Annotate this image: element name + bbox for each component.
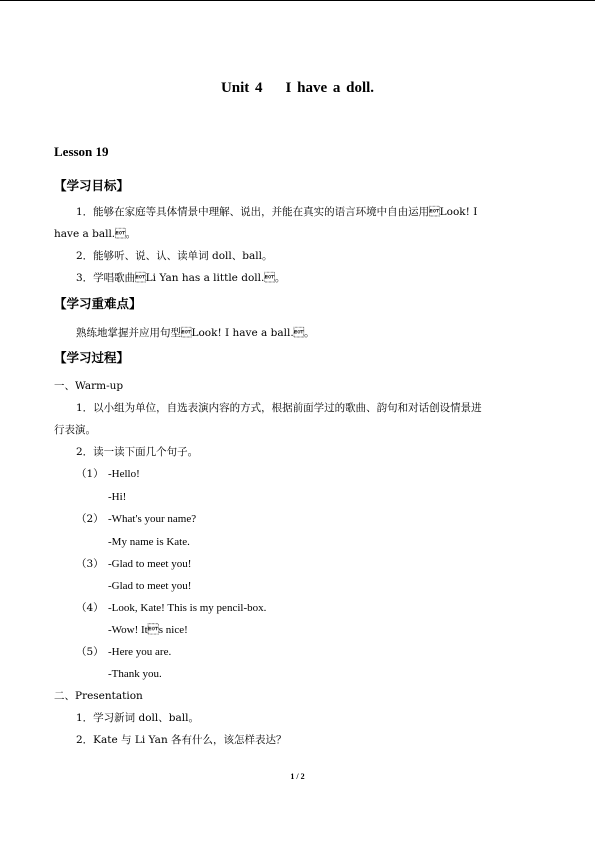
presentation-step-1: 1．学习新词 doll、ball。 <box>76 712 199 724</box>
dialogue-line-b: -Glad to meet you! <box>108 580 192 592</box>
dialogue-line-b: -Hi! <box>108 491 127 503</box>
dialogue-line-a: -What's your name? <box>108 513 197 525</box>
dialogue-label: （4） <box>76 602 104 614</box>
dialogue-line-a: -Hello! <box>108 468 140 480</box>
goal-item-1: 1．能够在家庭等具体情景中理解、说出，并能在真实的语言环境中自由运用Look! I <box>76 206 478 218</box>
warmup-step-1-continued: 行表演。 <box>54 424 96 436</box>
goal-item-2: 2．能够听、说、认、读单词 doll、ball。 <box>76 250 273 262</box>
presentation-title: 二、Presentation <box>54 690 143 702</box>
warmup-title: 一、Warm-up <box>54 380 124 392</box>
key-point-text: 熟练地掌握并应用句型Look! I have a ball.。 <box>76 327 315 339</box>
lesson-heading: Lesson 19 <box>54 144 109 159</box>
dialogue-line-a: -Look, Kate! This is my pencil-box. <box>108 602 267 614</box>
goal-item-1-continued: have a ball.。 <box>54 228 137 240</box>
dialogue-label: （2） <box>76 513 104 525</box>
section-heading-goals: 【学习目标】 <box>54 178 130 193</box>
document-title: Unit 4 I have a doll. <box>220 80 375 96</box>
dialogue-label: （1） <box>76 468 104 480</box>
presentation-step-2: 2．Kate 与 Li Yan 各有什么，该怎样表达？ <box>76 734 287 746</box>
dialogue-line-a: -Glad to meet you! <box>108 558 192 570</box>
goal-item-3: 3．学唱歌曲Li Yan has a little doll.。 <box>76 272 286 284</box>
dialogue-line-b: -Thank you. <box>108 668 162 680</box>
page-top-border <box>0 0 595 1</box>
section-heading-key-points: 【学习重难点】 <box>54 296 142 311</box>
dialogue-line-b: -My name is Kate. <box>108 536 190 548</box>
section-heading-process: 【学习过程】 <box>54 350 130 365</box>
dialogue-line-a: -Here you are. <box>108 646 172 658</box>
dialogue-line-b: -Wow! Its nice! <box>108 624 188 636</box>
warmup-step-2: 2．读一读下面几个句子。 <box>76 446 199 458</box>
page-number: 1 / 2 <box>290 772 305 781</box>
dialogue-label: （5） <box>76 646 104 658</box>
dialogue-label: （3） <box>76 558 104 570</box>
warmup-step-1: 1．以小组为单位，自选表演内容的方式，根据前面学过的歌曲、韵句和对话创设情景进 <box>76 402 482 414</box>
